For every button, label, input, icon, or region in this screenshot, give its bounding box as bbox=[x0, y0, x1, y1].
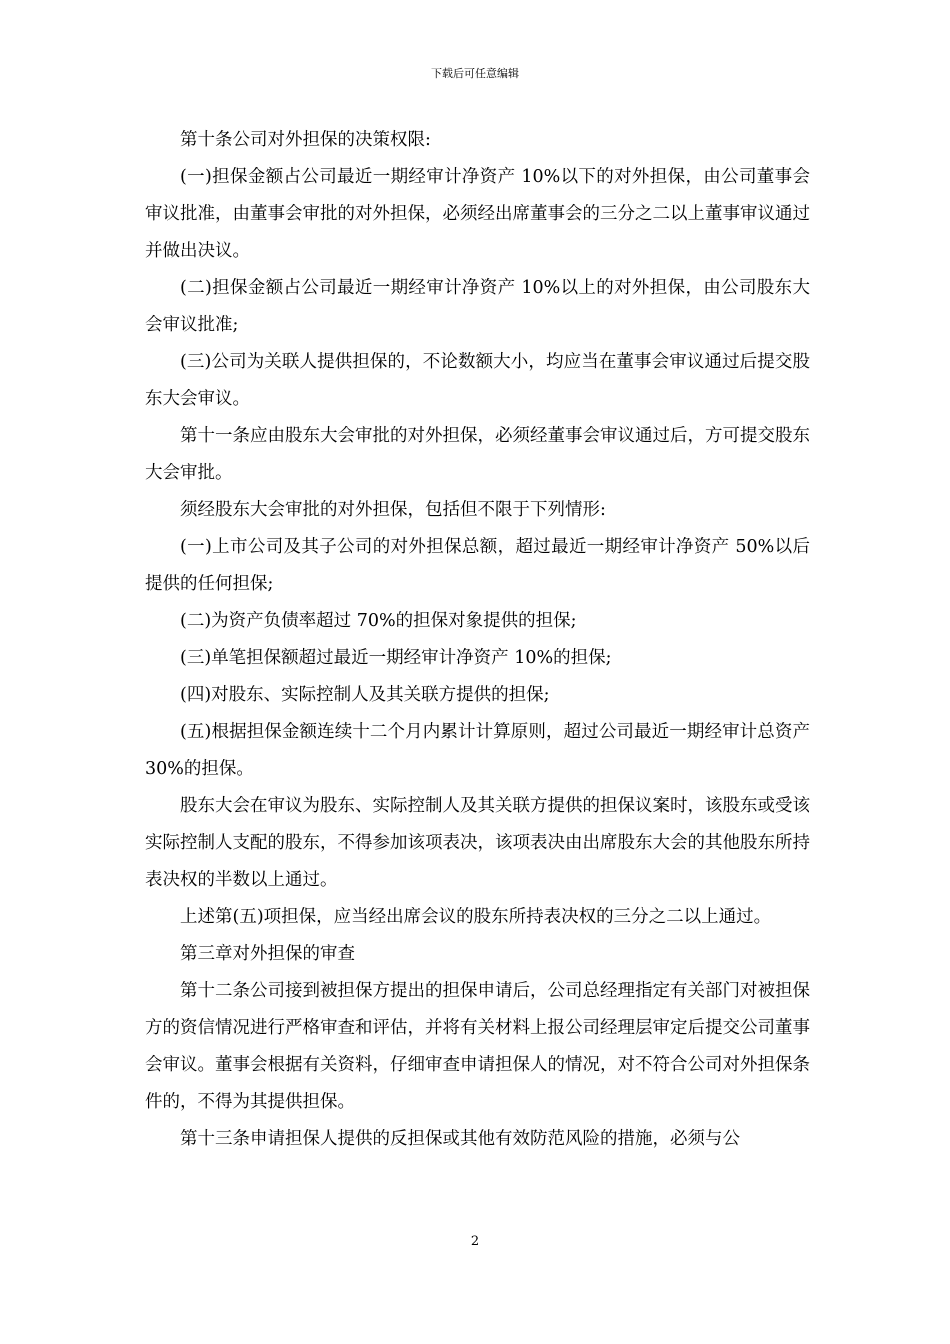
page-number: 2 bbox=[470, 1234, 480, 1249]
page-header: 下载后可任意编辑 bbox=[431, 67, 519, 80]
article-11-item-4: (四)对股东、实际控制人及其关联方提供的担保; bbox=[180, 685, 550, 705]
article-10-title: 第十条公司对外担保的决策权限: bbox=[180, 130, 431, 150]
article-13: 第十三条申请担保人提供的反担保或其他有效防范风险的措施，必须与公 bbox=[180, 1129, 740, 1149]
article-11-intro: 须经股东大会审批的对外担保，包括但不限于下列情形: bbox=[180, 500, 606, 520]
article-11: 第十一条应由股东大会审批的对外担保，必须经董事会审议通过后，方可提交股东大会审批。 bbox=[145, 426, 810, 483]
chapter-3-heading: 第三章对外担保的审查 bbox=[180, 944, 355, 964]
article-11-item-3: (三)单笔担保额超过最近一期经审计净资产 10%的担保; bbox=[180, 648, 612, 668]
article-10-item-2: (二)担保金额占公司最近一期经审计净资产 10%以上的对外担保，由公司股东大会审议批准; bbox=[145, 278, 810, 335]
article-10-item-1: (一)担保金额占公司最近一期经审计净资产 10%以下的对外担保，由公司董事会审议批准，由董事会审批的对外担保，必须经出席董事会的三分之二以上董事审议通过并做出决议。 bbox=[145, 167, 810, 261]
article-11-item-1: (一)上市公司及其子公司的对外担保总额，超过最近一期经审计净资产 50%以后提供的任何担保; bbox=[145, 537, 810, 594]
article-11-voting-rule: 股东大会在审议为股东、实际控制人及其关联方提供的担保议案时，该股东或受该实际控制人支配的股东，不得参加该项表决，该项表决由出席股东大会的其他股东所持表决权的半数以上通过。 bbox=[145, 796, 810, 890]
document-body bbox=[145, 122, 810, 1158]
article-10-item-3: (三)公司为关联人提供担保的，不论数额大小，均应当在董事会审议通过后提交股东大会审议。 bbox=[145, 352, 810, 409]
article-11-item-2: (二)为资产负债率超过 70%的担保对象提供的担保; bbox=[180, 611, 577, 631]
article-11-item-5: (五)根据担保金额连续十二个月内累计计算原则，超过公司最近一期经审计总资产 30%的担保。 bbox=[145, 722, 810, 779]
article-12: 第十二条公司接到被担保方提出的担保申请后，公司总经理指定有关部门对被担保方的资信情况进行严格审查和评估，并将有关材料上报公司经理层审定后提交公司董事会审议。董事会根据有关资料，仔细审查申请担保人的情况，对不符合公司对外担保条件的，不得为其提供担保。 bbox=[145, 981, 810, 1112]
article-11-item-5-rule: 上述第(五)项担保，应当经出席会议的股东所持表决权的三分之二以上通过。 bbox=[180, 907, 772, 927]
